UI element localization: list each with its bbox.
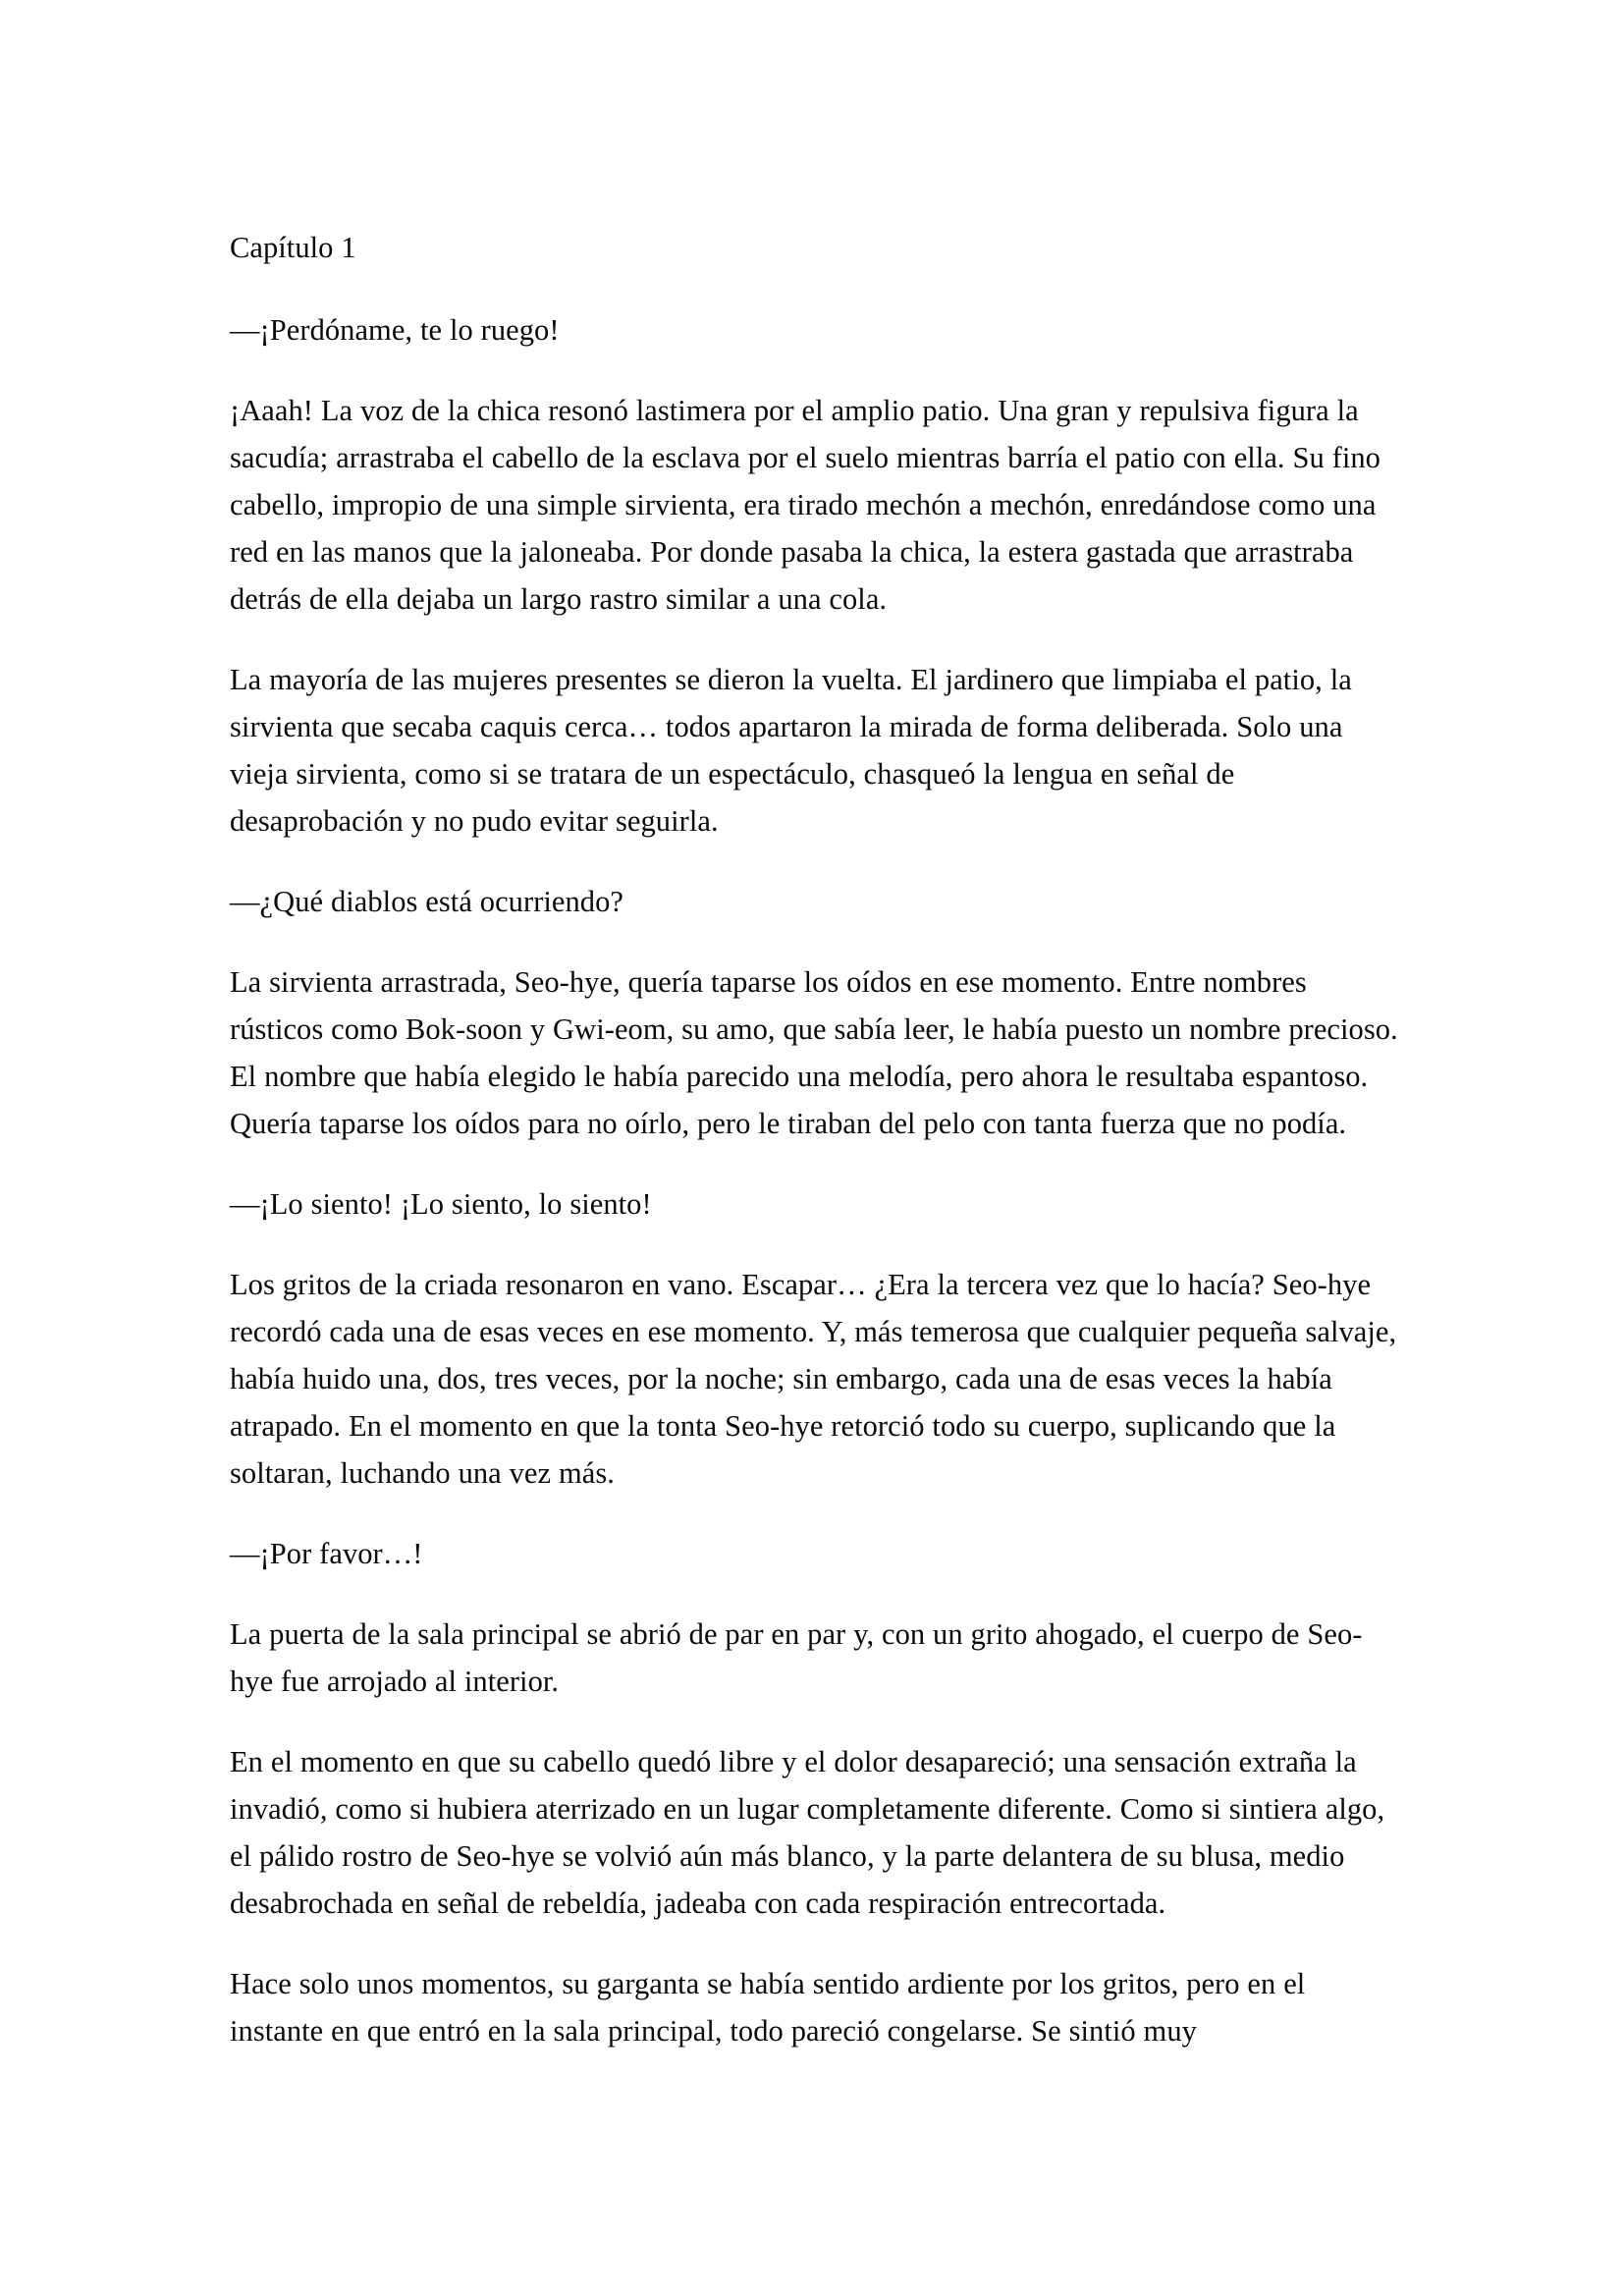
page-text-column [230,224,1400,2054]
body-paragraph-1: ¡Aaah! La voz de la chica resonó lastimera por el amplio patio. Una gran y repulsiva figura la sacudía; arrastraba el cabello de la esclava por el suelo mientras barría el patio con ella. Su fino cabello, impropio de una simple sirvienta, era tirado mechón a mechón, enredándose como una red en las manos que la jaloneaba. Por donde pasaba la chica, la estera gastada que arrastraba detrás de ella dejaba un largo rastro similar a una cola. [230,394,1380,616]
chapter-heading: Capítulo 1 [230,231,356,264]
dialogue-line-3: —¡Lo siento! ¡Lo siento, lo siento! [230,1187,652,1221]
body-paragraph-4: Los gritos de la criada resonaron en vano. Escapar… ¿Era la tercera vez que lo hacía? Seo-hye recordó cada una de esas veces en ese momento. Y, más temerosa que cualquier pequeña salvaje, había huido una, dos, tres veces, por la noche; sin embargo, cada una de esas veces la había atrapado. En el momento en que la tonta Seo-hye retorció todo su cuerpo, suplicando que la soltaran, luchando una vez más. [230,1268,1397,1490]
dialogue-line-1: —¡Perdóname, te lo ruego! [230,313,560,347]
body-paragraph-7: Hace solo unos momentos, su garganta se había sentido ardiente por los gritos, pero en el instante en que entró en la sala principal, todo pareció congelarse. Se sintió muy [230,1967,1306,2048]
body-paragraph-6: En el momento en que su cabello quedó libre y el dolor desapareció; una sensación extraña la invadió, como si hubiera aterrizado en un lugar completamente diferente. Como si sintiera algo, el pálido rostro de Seo-hye se volvió aún más blanco, y la parte delantera de su blusa, medio desabrochada en señal de rebeldía, jadeaba con cada respiración entrecortada. [230,1745,1385,1920]
body-paragraph-5: La puerta de la sala principal se abrió de par en par y, con un grito ahogado, el cuerpo de Seo-hye fue arrojado al interior. [230,1617,1363,1698]
dialogue-line-4: —¡Por favor…! [230,1537,423,1570]
body-paragraph-2: La mayoría de las mujeres presentes se dieron la vuelta. El jardinero que limpiaba el patio, la sirvienta que secaba caquis cerca… todos apartaron la mirada de forma deliberada. Solo una vieja sirvienta, como si se tratara de un espectáculo, chasqueó la lengua en señal de desaprobación y no pudo evitar seguirla. [230,663,1352,838]
body-paragraph-3: La sirvienta arrastrada, Seo-hye, quería taparse los oídos en ese momento. Entre nombres rústicos como Bok-soon y Gwi-eom, su amo, que sabía leer, le había puesto un nombre precioso. El nombre que había elegido le había parecido una melodía, pero ahora le resultaba espantoso. Quería taparse los oídos para no oírlo, pero le tiraban del pelo con tanta fuerza que no podía. [230,965,1398,1140]
dialogue-line-2: —¿Qué diablos está ocurriendo? [230,885,623,918]
